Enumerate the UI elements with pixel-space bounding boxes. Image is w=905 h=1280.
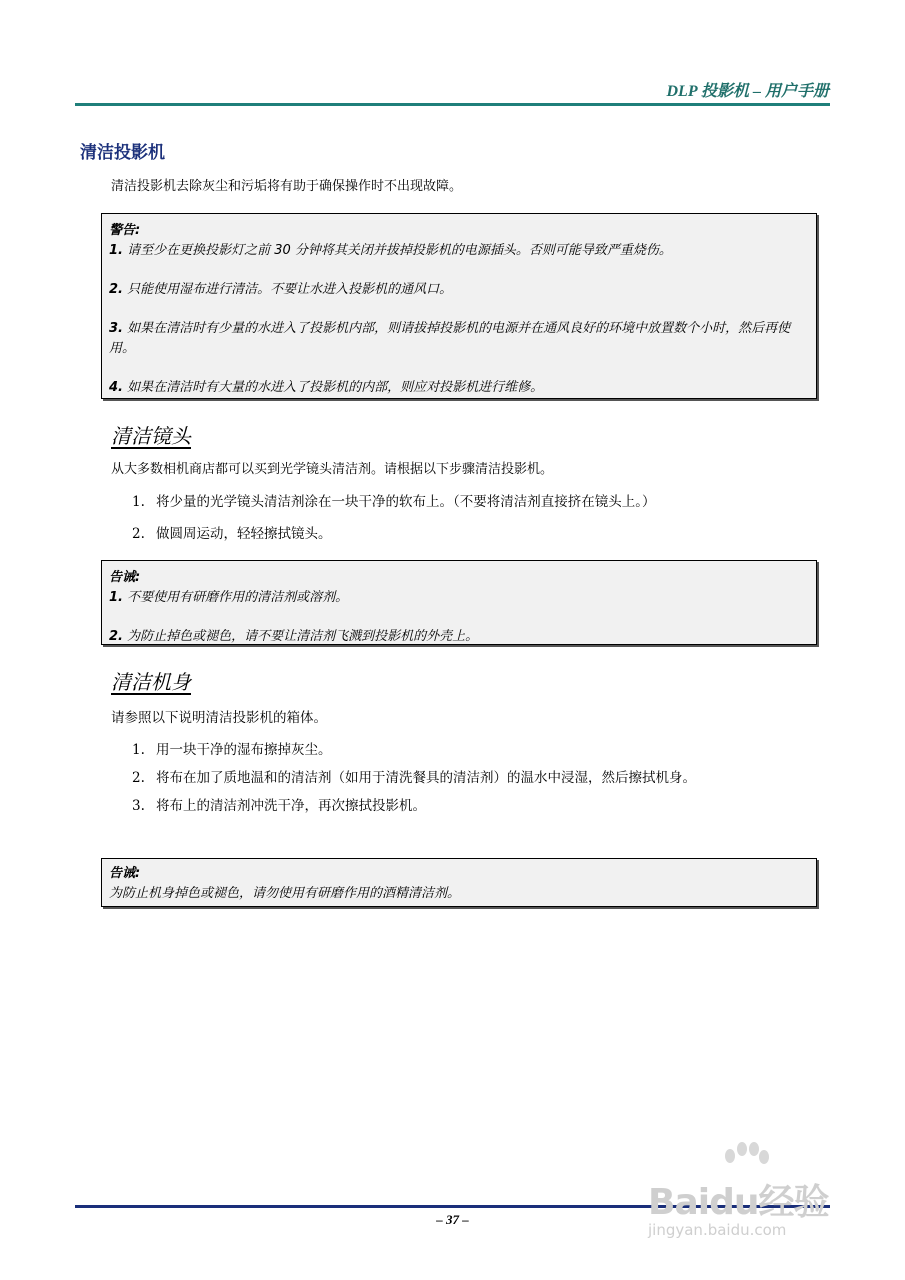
warning-box xyxy=(101,213,817,399)
list-item: 1. 用一块干净的湿布擦掉灰尘。 xyxy=(132,742,332,758)
list-item: 2. 将布在加了质地温和的清洁剂（如用于清洗餐具的清洁剂）的温水中浸湿，然后擦拭机身。 xyxy=(132,770,696,786)
warning-item: 3. 如果在清洁时有少量的水进入了投影机内部，则请拔掉投影机的电源并在通风良好的环境中放置数个小时，然后再使用。 xyxy=(109,321,791,356)
lens-title: 清洁镜头 xyxy=(111,424,191,448)
body-clean-steps xyxy=(132,740,804,816)
caution-label: 告诫: xyxy=(109,570,141,585)
warning-item: 2. 只能使用湿布进行清洁。不要让水进入投影机的通风口。 xyxy=(109,282,453,297)
caution-text: 为防止机身掉色或褪色，请勿使用有研磨作用的酒精清洁剂。 xyxy=(109,886,461,901)
baidu-watermark xyxy=(648,1140,848,1240)
section-intro: 清洁投影机去除灰尘和污垢将有助于确保操作时不出现故障。 xyxy=(111,179,463,194)
list-item: 3. 将布上的清洁剂冲洗干净，再次擦拭投影机。 xyxy=(132,798,426,814)
header-rule xyxy=(75,103,830,106)
paw-icon xyxy=(720,1142,770,1182)
warning-item: 1. 请至少在更换投影灯之前 30 分钟将其关闭并拔掉投影机的电源插头。否则可能导致严重烧伤。 xyxy=(109,243,672,258)
caution-box-2 xyxy=(101,858,817,907)
caution-item: 1. 不要使用有研磨作用的清洁剂或溶剂。 xyxy=(109,590,349,605)
lens-intro: 从大多数相机商店都可以买到光学镜头清洁剂。请根据以下步骤清洁投影机。 xyxy=(111,462,554,477)
list-item: 2. 做圆周运动，轻轻擦拭镜头。 xyxy=(132,526,332,542)
warning-label: 警告: xyxy=(109,223,141,238)
caution-item: 2. 为防止掉色或褪色，请不要让清洁剂飞溅到投影机的外壳上。 xyxy=(109,629,479,644)
caution-box-1 xyxy=(101,560,817,645)
body-clean-intro: 请参照以下说明清洁投影机的箱体。 xyxy=(111,710,327,726)
header-title: DLP 投影机 – 用户手册 xyxy=(666,83,829,100)
caution-label: 告诫: xyxy=(109,866,141,881)
watermark-logo: Baidu经验 xyxy=(648,1182,829,1223)
warning-item: 4. 如果在清洁时有大量的水进入了投影机的内部，则应对投影机进行维修。 xyxy=(109,380,544,395)
watermark-url: jingyan.baidu.com xyxy=(648,1221,787,1239)
body-clean-title: 清洁机身 xyxy=(111,670,191,694)
lens-steps xyxy=(132,492,812,544)
page-number: – 37 – xyxy=(436,1212,469,1227)
section-title: 清洁投影机 xyxy=(80,143,165,163)
list-item: 1. 将少量的光学镜头清洁剂涂在一块干净的软布上。（不要将清洁剂直接挤在镜头上。） xyxy=(132,494,656,510)
